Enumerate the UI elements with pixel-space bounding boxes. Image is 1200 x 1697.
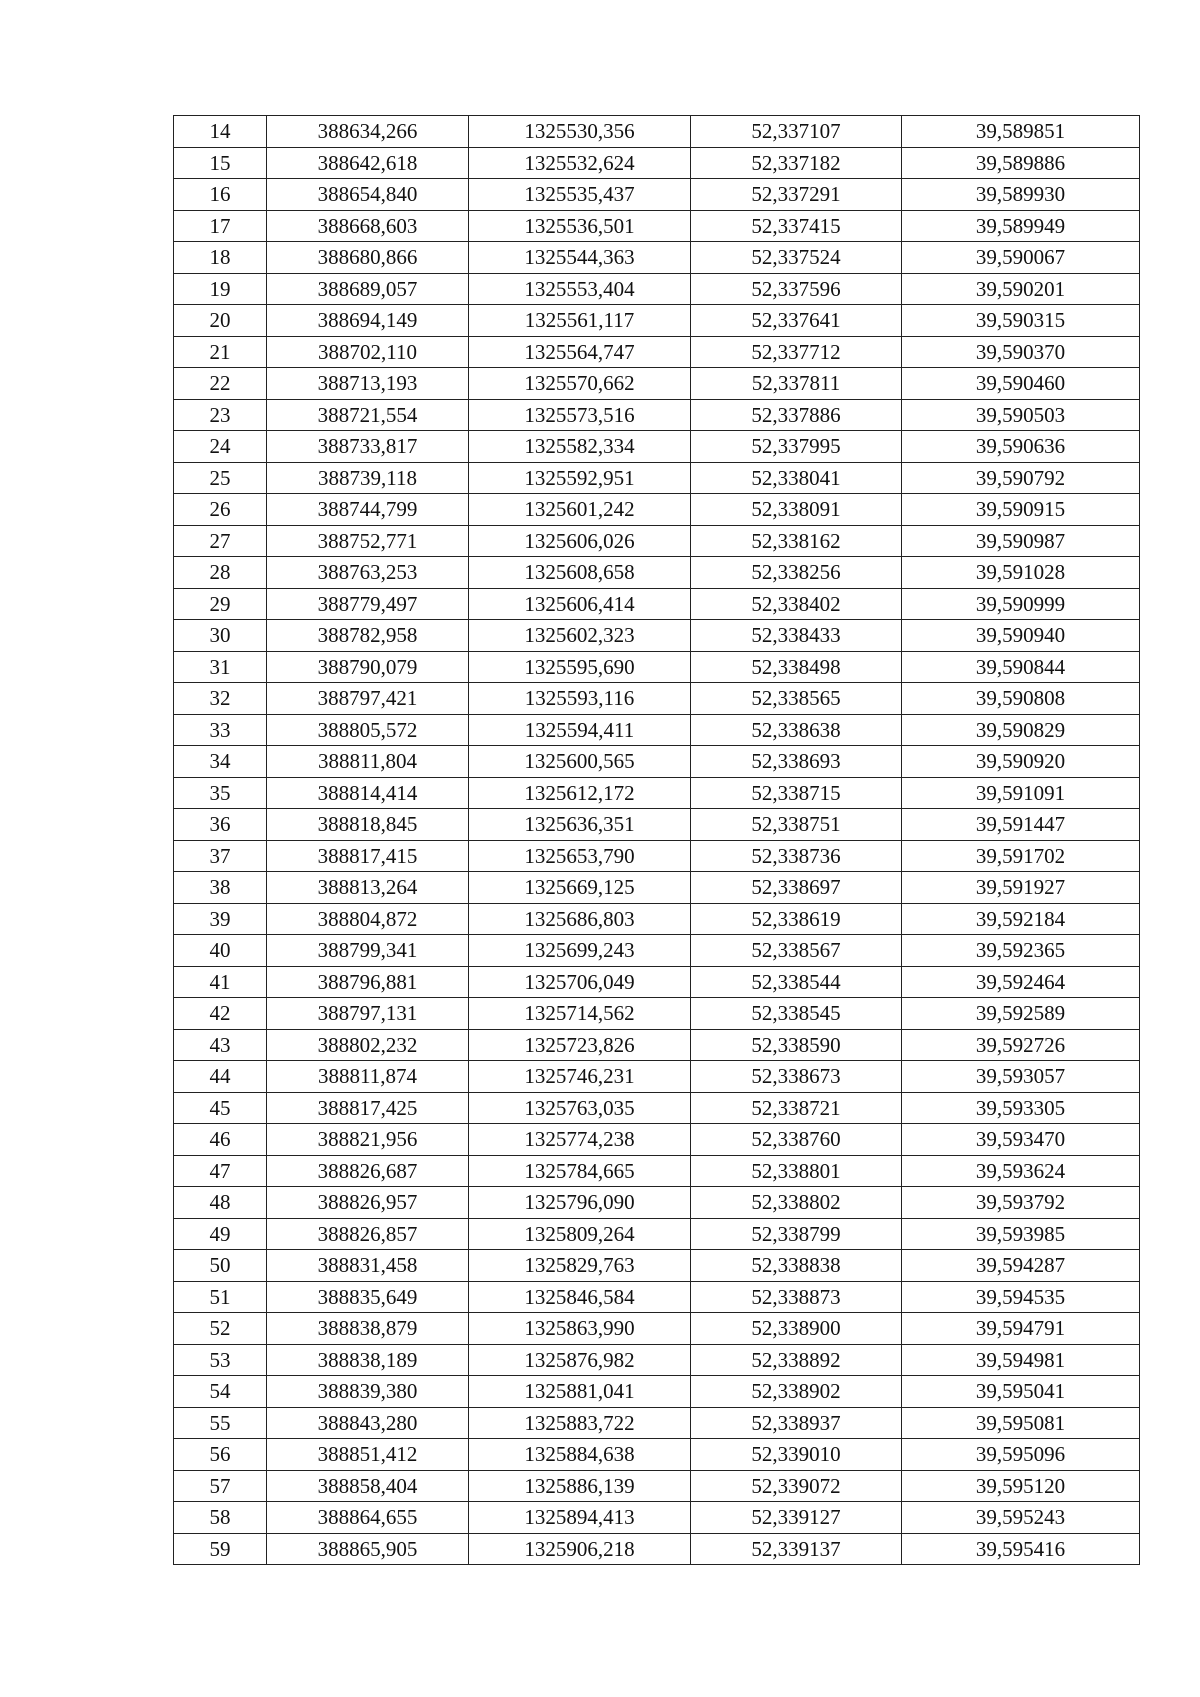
cell-x-coordinate: 388782,958 [267, 620, 469, 652]
cell-y-coordinate: 1325886,139 [469, 1470, 691, 1502]
cell-x-coordinate: 388702,110 [267, 336, 469, 368]
cell-longitude: 39,591028 [902, 557, 1140, 589]
cell-longitude: 39,590808 [902, 683, 1140, 715]
table-row [174, 1250, 1140, 1282]
cell-latitude: 52,338041 [691, 462, 902, 494]
table-row [174, 273, 1140, 305]
cell-x-coordinate: 388752,771 [267, 525, 469, 557]
cell-latitude: 52,338937 [691, 1407, 902, 1439]
table-row [174, 462, 1140, 494]
cell-x-coordinate: 388634,266 [267, 116, 469, 148]
cell-y-coordinate: 1325532,624 [469, 147, 691, 179]
cell-point-number: 41 [174, 966, 267, 998]
cell-y-coordinate: 1325774,238 [469, 1124, 691, 1156]
cell-latitude: 52,339127 [691, 1502, 902, 1534]
cell-longitude: 39,593305 [902, 1092, 1140, 1124]
cell-latitude: 52,338402 [691, 588, 902, 620]
cell-point-number: 35 [174, 777, 267, 809]
cell-y-coordinate: 1325881,041 [469, 1376, 691, 1408]
cell-y-coordinate: 1325669,125 [469, 872, 691, 904]
cell-point-number: 23 [174, 399, 267, 431]
cell-y-coordinate: 1325636,351 [469, 809, 691, 841]
cell-longitude: 39,590829 [902, 714, 1140, 746]
table-row [174, 998, 1140, 1030]
cell-x-coordinate: 388821,956 [267, 1124, 469, 1156]
cell-longitude: 39,594791 [902, 1313, 1140, 1345]
cell-y-coordinate: 1325714,562 [469, 998, 691, 1030]
cell-longitude: 39,595096 [902, 1439, 1140, 1471]
cell-point-number: 58 [174, 1502, 267, 1534]
cell-x-coordinate: 388799,341 [267, 935, 469, 967]
cell-x-coordinate: 388826,687 [267, 1155, 469, 1187]
cell-x-coordinate: 388797,131 [267, 998, 469, 1030]
cell-latitude: 52,338873 [691, 1281, 902, 1313]
cell-latitude: 52,338091 [691, 494, 902, 526]
cell-latitude: 52,339137 [691, 1533, 902, 1565]
cell-point-number: 31 [174, 651, 267, 683]
table-row [174, 494, 1140, 526]
table-row [174, 1155, 1140, 1187]
table-row [174, 1187, 1140, 1219]
table-row [174, 179, 1140, 211]
cell-x-coordinate: 388694,149 [267, 305, 469, 337]
table-row [174, 116, 1140, 148]
cell-point-number: 54 [174, 1376, 267, 1408]
cell-x-coordinate: 388826,857 [267, 1218, 469, 1250]
cell-y-coordinate: 1325809,264 [469, 1218, 691, 1250]
cell-longitude: 39,591927 [902, 872, 1140, 904]
cell-x-coordinate: 388721,554 [267, 399, 469, 431]
cell-point-number: 18 [174, 242, 267, 274]
cell-y-coordinate: 1325784,665 [469, 1155, 691, 1187]
table-row [174, 714, 1140, 746]
cell-y-coordinate: 1325699,243 [469, 935, 691, 967]
cell-x-coordinate: 388790,079 [267, 651, 469, 683]
cell-y-coordinate: 1325746,231 [469, 1061, 691, 1093]
table-row [174, 1439, 1140, 1471]
cell-y-coordinate: 1325763,035 [469, 1092, 691, 1124]
cell-y-coordinate: 1325686,803 [469, 903, 691, 935]
cell-point-number: 34 [174, 746, 267, 778]
table-row [174, 1407, 1140, 1439]
cell-point-number: 39 [174, 903, 267, 935]
cell-longitude: 39,590460 [902, 368, 1140, 400]
cell-latitude: 52,337415 [691, 210, 902, 242]
cell-point-number: 57 [174, 1470, 267, 1502]
cell-x-coordinate: 388843,280 [267, 1407, 469, 1439]
cell-point-number: 38 [174, 872, 267, 904]
cell-latitude: 52,338498 [691, 651, 902, 683]
cell-longitude: 39,595416 [902, 1533, 1140, 1565]
cell-latitude: 52,338567 [691, 935, 902, 967]
cell-latitude: 52,338619 [691, 903, 902, 935]
cell-x-coordinate: 388654,840 [267, 179, 469, 211]
table-row [174, 557, 1140, 589]
cell-longitude: 39,589886 [902, 147, 1140, 179]
cell-longitude: 39,590987 [902, 525, 1140, 557]
cell-x-coordinate: 388689,057 [267, 273, 469, 305]
cell-y-coordinate: 1325606,026 [469, 525, 691, 557]
cell-y-coordinate: 1325883,722 [469, 1407, 691, 1439]
table-row [174, 746, 1140, 778]
cell-latitude: 52,338760 [691, 1124, 902, 1156]
table-row [174, 1029, 1140, 1061]
cell-y-coordinate: 1325723,826 [469, 1029, 691, 1061]
table-row [174, 147, 1140, 179]
table-row [174, 368, 1140, 400]
cell-longitude: 39,595041 [902, 1376, 1140, 1408]
cell-x-coordinate: 388818,845 [267, 809, 469, 841]
cell-x-coordinate: 388668,603 [267, 210, 469, 242]
cell-longitude: 39,590201 [902, 273, 1140, 305]
table-row [174, 903, 1140, 935]
cell-longitude: 39,593792 [902, 1187, 1140, 1219]
cell-longitude: 39,590792 [902, 462, 1140, 494]
cell-point-number: 51 [174, 1281, 267, 1313]
cell-longitude: 39,592464 [902, 966, 1140, 998]
cell-latitude: 52,338715 [691, 777, 902, 809]
cell-point-number: 53 [174, 1344, 267, 1376]
cell-point-number: 52 [174, 1313, 267, 1345]
cell-longitude: 39,590920 [902, 746, 1140, 778]
cell-latitude: 52,338256 [691, 557, 902, 589]
cell-y-coordinate: 1325561,117 [469, 305, 691, 337]
table-row [174, 651, 1140, 683]
cell-latitude: 52,337995 [691, 431, 902, 463]
cell-longitude: 39,593624 [902, 1155, 1140, 1187]
cell-longitude: 39,590940 [902, 620, 1140, 652]
cell-latitude: 52,337712 [691, 336, 902, 368]
cell-y-coordinate: 1325884,638 [469, 1439, 691, 1471]
cell-longitude: 39,592365 [902, 935, 1140, 967]
cell-latitude: 52,338802 [691, 1187, 902, 1219]
table-row [174, 1502, 1140, 1534]
cell-longitude: 39,590067 [902, 242, 1140, 274]
table-row [174, 336, 1140, 368]
table-row [174, 1092, 1140, 1124]
cell-point-number: 21 [174, 336, 267, 368]
cell-point-number: 30 [174, 620, 267, 652]
cell-x-coordinate: 388805,572 [267, 714, 469, 746]
cell-x-coordinate: 388802,232 [267, 1029, 469, 1061]
cell-longitude: 39,594287 [902, 1250, 1140, 1282]
cell-longitude: 39,590999 [902, 588, 1140, 620]
table-row [174, 809, 1140, 841]
table-row [174, 1376, 1140, 1408]
cell-point-number: 32 [174, 683, 267, 715]
cell-longitude: 39,595243 [902, 1502, 1140, 1534]
cell-latitude: 52,337641 [691, 305, 902, 337]
coordinates-table [173, 115, 1140, 1565]
cell-x-coordinate: 388797,421 [267, 683, 469, 715]
cell-y-coordinate: 1325536,501 [469, 210, 691, 242]
table-row [174, 840, 1140, 872]
cell-y-coordinate: 1325829,763 [469, 1250, 691, 1282]
cell-x-coordinate: 388858,404 [267, 1470, 469, 1502]
cell-latitude: 52,338902 [691, 1376, 902, 1408]
cell-x-coordinate: 388804,872 [267, 903, 469, 935]
table-row [174, 210, 1140, 242]
coordinates-table-body [174, 116, 1140, 1565]
table-row [174, 1218, 1140, 1250]
cell-point-number: 42 [174, 998, 267, 1030]
cell-y-coordinate: 1325906,218 [469, 1533, 691, 1565]
cell-y-coordinate: 1325600,565 [469, 746, 691, 778]
cell-latitude: 52,337182 [691, 147, 902, 179]
cell-x-coordinate: 388835,649 [267, 1281, 469, 1313]
cell-y-coordinate: 1325876,982 [469, 1344, 691, 1376]
cell-point-number: 26 [174, 494, 267, 526]
cell-longitude: 39,595120 [902, 1470, 1140, 1502]
cell-y-coordinate: 1325593,116 [469, 683, 691, 715]
cell-longitude: 39,595081 [902, 1407, 1140, 1439]
cell-latitude: 52,338545 [691, 998, 902, 1030]
cell-y-coordinate: 1325863,990 [469, 1313, 691, 1345]
cell-y-coordinate: 1325846,584 [469, 1281, 691, 1313]
cell-x-coordinate: 388642,618 [267, 147, 469, 179]
cell-latitude: 52,338721 [691, 1092, 902, 1124]
cell-latitude: 52,339072 [691, 1470, 902, 1502]
cell-point-number: 17 [174, 210, 267, 242]
table-row [174, 683, 1140, 715]
cell-longitude: 39,594535 [902, 1281, 1140, 1313]
cell-x-coordinate: 388817,425 [267, 1092, 469, 1124]
cell-latitude: 52,338900 [691, 1313, 902, 1345]
cell-latitude: 52,338892 [691, 1344, 902, 1376]
cell-y-coordinate: 1325553,404 [469, 273, 691, 305]
cell-x-coordinate: 388811,874 [267, 1061, 469, 1093]
cell-latitude: 52,338544 [691, 966, 902, 998]
cell-point-number: 33 [174, 714, 267, 746]
cell-point-number: 22 [174, 368, 267, 400]
cell-longitude: 39,592726 [902, 1029, 1140, 1061]
cell-point-number: 56 [174, 1439, 267, 1471]
table-row [174, 1281, 1140, 1313]
table-row [174, 966, 1140, 998]
table-row [174, 588, 1140, 620]
table-row [174, 1533, 1140, 1565]
cell-longitude: 39,594981 [902, 1344, 1140, 1376]
table-row [174, 525, 1140, 557]
cell-latitude: 52,337291 [691, 179, 902, 211]
cell-y-coordinate: 1325796,090 [469, 1187, 691, 1219]
cell-latitude: 52,337811 [691, 368, 902, 400]
cell-latitude: 52,338838 [691, 1250, 902, 1282]
cell-point-number: 36 [174, 809, 267, 841]
cell-x-coordinate: 388813,264 [267, 872, 469, 904]
cell-longitude: 39,593985 [902, 1218, 1140, 1250]
cell-longitude: 39,589949 [902, 210, 1140, 242]
cell-latitude: 52,338565 [691, 683, 902, 715]
cell-longitude: 39,590636 [902, 431, 1140, 463]
cell-x-coordinate: 388733,817 [267, 431, 469, 463]
cell-longitude: 39,593057 [902, 1061, 1140, 1093]
cell-point-number: 37 [174, 840, 267, 872]
cell-x-coordinate: 388744,799 [267, 494, 469, 526]
cell-x-coordinate: 388831,458 [267, 1250, 469, 1282]
cell-longitude: 39,592184 [902, 903, 1140, 935]
cell-longitude: 39,590503 [902, 399, 1140, 431]
cell-y-coordinate: 1325706,049 [469, 966, 691, 998]
cell-y-coordinate: 1325592,951 [469, 462, 691, 494]
cell-longitude: 39,592589 [902, 998, 1140, 1030]
cell-longitude: 39,591702 [902, 840, 1140, 872]
cell-x-coordinate: 388779,497 [267, 588, 469, 620]
cell-y-coordinate: 1325612,172 [469, 777, 691, 809]
cell-x-coordinate: 388851,412 [267, 1439, 469, 1471]
cell-latitude: 52,337596 [691, 273, 902, 305]
cell-longitude: 39,590315 [902, 305, 1140, 337]
cell-point-number: 14 [174, 116, 267, 148]
cell-point-number: 25 [174, 462, 267, 494]
cell-y-coordinate: 1325601,242 [469, 494, 691, 526]
cell-latitude: 52,338751 [691, 809, 902, 841]
cell-x-coordinate: 388839,380 [267, 1376, 469, 1408]
cell-latitude: 52,337524 [691, 242, 902, 274]
cell-y-coordinate: 1325595,690 [469, 651, 691, 683]
cell-latitude: 52,338736 [691, 840, 902, 872]
cell-latitude: 52,338799 [691, 1218, 902, 1250]
cell-point-number: 47 [174, 1155, 267, 1187]
cell-x-coordinate: 388865,905 [267, 1533, 469, 1565]
table-row [174, 305, 1140, 337]
table-row [174, 777, 1140, 809]
cell-longitude: 39,590370 [902, 336, 1140, 368]
cell-longitude: 39,591447 [902, 809, 1140, 841]
cell-x-coordinate: 388864,655 [267, 1502, 469, 1534]
cell-point-number: 59 [174, 1533, 267, 1565]
cell-latitude: 52,338590 [691, 1029, 902, 1061]
cell-x-coordinate: 388739,118 [267, 462, 469, 494]
table-row [174, 1124, 1140, 1156]
cell-point-number: 44 [174, 1061, 267, 1093]
table-row [174, 431, 1140, 463]
cell-y-coordinate: 1325606,414 [469, 588, 691, 620]
cell-point-number: 20 [174, 305, 267, 337]
cell-x-coordinate: 388838,879 [267, 1313, 469, 1345]
cell-y-coordinate: 1325573,516 [469, 399, 691, 431]
cell-longitude: 39,590844 [902, 651, 1140, 683]
cell-point-number: 16 [174, 179, 267, 211]
cell-point-number: 28 [174, 557, 267, 589]
table-row [174, 620, 1140, 652]
cell-point-number: 49 [174, 1218, 267, 1250]
cell-x-coordinate: 388680,866 [267, 242, 469, 274]
cell-latitude: 52,338697 [691, 872, 902, 904]
cell-point-number: 19 [174, 273, 267, 305]
cell-x-coordinate: 388796,881 [267, 966, 469, 998]
table-row [174, 872, 1140, 904]
table-row [174, 1470, 1140, 1502]
cell-latitude: 52,338162 [691, 525, 902, 557]
table-row [174, 935, 1140, 967]
table-row [174, 242, 1140, 274]
cell-x-coordinate: 388817,415 [267, 840, 469, 872]
cell-y-coordinate: 1325564,747 [469, 336, 691, 368]
cell-latitude: 52,338801 [691, 1155, 902, 1187]
cell-longitude: 39,589851 [902, 116, 1140, 148]
cell-y-coordinate: 1325544,363 [469, 242, 691, 274]
cell-latitude: 52,338673 [691, 1061, 902, 1093]
cell-y-coordinate: 1325570,662 [469, 368, 691, 400]
cell-point-number: 45 [174, 1092, 267, 1124]
table-row [174, 1061, 1140, 1093]
cell-point-number: 50 [174, 1250, 267, 1282]
cell-longitude: 39,590915 [902, 494, 1140, 526]
cell-latitude: 52,338693 [691, 746, 902, 778]
cell-y-coordinate: 1325608,658 [469, 557, 691, 589]
cell-latitude: 52,338433 [691, 620, 902, 652]
cell-point-number: 43 [174, 1029, 267, 1061]
cell-y-coordinate: 1325653,790 [469, 840, 691, 872]
table-row [174, 1344, 1140, 1376]
table-row [174, 399, 1140, 431]
cell-x-coordinate: 388838,189 [267, 1344, 469, 1376]
cell-y-coordinate: 1325530,356 [469, 116, 691, 148]
cell-y-coordinate: 1325582,334 [469, 431, 691, 463]
cell-point-number: 27 [174, 525, 267, 557]
cell-latitude: 52,339010 [691, 1439, 902, 1471]
cell-point-number: 55 [174, 1407, 267, 1439]
cell-x-coordinate: 388826,957 [267, 1187, 469, 1219]
cell-point-number: 15 [174, 147, 267, 179]
cell-longitude: 39,591091 [902, 777, 1140, 809]
cell-longitude: 39,589930 [902, 179, 1140, 211]
cell-latitude: 52,337107 [691, 116, 902, 148]
cell-x-coordinate: 388814,414 [267, 777, 469, 809]
cell-point-number: 46 [174, 1124, 267, 1156]
cell-y-coordinate: 1325602,323 [469, 620, 691, 652]
cell-x-coordinate: 388763,253 [267, 557, 469, 589]
cell-y-coordinate: 1325535,437 [469, 179, 691, 211]
cell-x-coordinate: 388811,804 [267, 746, 469, 778]
cell-point-number: 48 [174, 1187, 267, 1219]
cell-latitude: 52,338638 [691, 714, 902, 746]
cell-point-number: 24 [174, 431, 267, 463]
table-row [174, 1313, 1140, 1345]
cell-latitude: 52,337886 [691, 399, 902, 431]
cell-longitude: 39,593470 [902, 1124, 1140, 1156]
cell-x-coordinate: 388713,193 [267, 368, 469, 400]
cell-point-number: 40 [174, 935, 267, 967]
cell-y-coordinate: 1325594,411 [469, 714, 691, 746]
cell-point-number: 29 [174, 588, 267, 620]
cell-y-coordinate: 1325894,413 [469, 1502, 691, 1534]
